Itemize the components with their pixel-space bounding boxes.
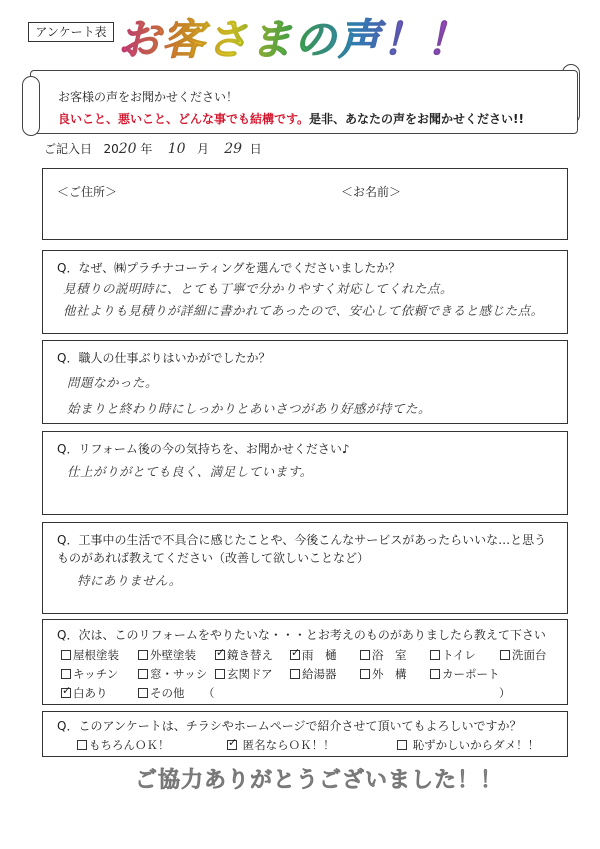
checkbox-checked[interactable] bbox=[290, 650, 300, 660]
option-label: 洗面台 bbox=[512, 648, 547, 662]
banner-title: お客さまの声！！ bbox=[118, 15, 471, 64]
survey-sheet-tag: アンケート表 bbox=[28, 22, 114, 42]
question-5-box bbox=[42, 619, 568, 705]
option-label: キッチン bbox=[73, 667, 119, 681]
question-2-text: Q．職人の仕事ぶりはいかがでしたか？ bbox=[57, 351, 271, 365]
date-day-unit: 日 bbox=[249, 142, 262, 156]
question-4-text-line-2: ものがあれば教えてください（改善して欲しいことなど） bbox=[57, 551, 370, 565]
option-label: カーポート bbox=[442, 667, 500, 681]
name-label: ＜お名前＞ bbox=[341, 185, 402, 199]
option-label: 白あり bbox=[73, 686, 108, 700]
checkbox[interactable] bbox=[61, 669, 71, 679]
question-1-box bbox=[42, 250, 568, 334]
intro-line-2-rest: 是非、あなたの声をお聞かせください!! bbox=[309, 112, 524, 126]
checkbox-checked[interactable] bbox=[61, 688, 71, 698]
date-year-unit: 年 bbox=[140, 142, 153, 156]
option-washbasin[interactable] bbox=[500, 647, 547, 663]
question-6-box bbox=[42, 711, 568, 757]
option-label: 雨 樋 bbox=[302, 648, 337, 662]
date-month-unit: 月 bbox=[196, 142, 209, 156]
option-label: 外 構 bbox=[372, 667, 407, 681]
question-4-answer-1: 特にありません。 bbox=[77, 573, 182, 588]
question-3-text: Q．リフォーム後の今の気持ちを、お聞かせください♪ bbox=[57, 442, 350, 456]
option-label: 外壁塗装 bbox=[150, 648, 196, 662]
checkbox[interactable] bbox=[61, 650, 71, 660]
question-1-text: Q．なぜ、㈱プラチナコーティングを選んでくださいましたか？ bbox=[57, 261, 401, 275]
option-roof-replacement[interactable] bbox=[215, 647, 273, 663]
option-label: その他 bbox=[150, 686, 185, 700]
question-2-answer-2: 始まりと終わり時にしっかりとあいさつがあり好感が持てた。 bbox=[67, 401, 432, 416]
date-year-prefix: 20 bbox=[103, 142, 119, 156]
checkbox[interactable] bbox=[77, 740, 87, 750]
option-label: 窓・サッシ bbox=[150, 667, 208, 681]
option-embarrassing-no[interactable] bbox=[397, 737, 539, 753]
option-label: 鏡き替え bbox=[227, 648, 273, 662]
checkbox-checked[interactable] bbox=[227, 740, 237, 750]
option-entrance-door[interactable] bbox=[215, 666, 273, 682]
option-water-heater[interactable] bbox=[290, 666, 337, 682]
question-1-answer-2: 他社よりも見積りが詳細に書かれてあったので、安心して依頼できると感じた点。 bbox=[63, 303, 544, 318]
date-year-handwritten: 20 bbox=[118, 141, 137, 157]
other-paren-close: ） bbox=[499, 686, 511, 700]
question-2-box bbox=[42, 340, 568, 424]
checkbox[interactable] bbox=[360, 650, 370, 660]
option-anonymous-ok[interactable] bbox=[227, 737, 335, 753]
question-2-answer-1: 問題なかった。 bbox=[67, 375, 159, 390]
scroll-curl-left bbox=[22, 76, 40, 136]
option-toilet[interactable] bbox=[430, 647, 476, 663]
option-label: 屋根塗装 bbox=[73, 648, 119, 662]
question-1-answer-1: 見積りの説明時に、とても丁寧で分かりやすく対応してくれた点。 bbox=[63, 281, 454, 296]
checkbox[interactable] bbox=[138, 669, 148, 679]
option-label: 浴 室 bbox=[372, 648, 407, 662]
checkbox-checked[interactable] bbox=[215, 650, 225, 660]
question-3-box bbox=[42, 431, 568, 515]
option-carport[interactable] bbox=[430, 666, 500, 682]
customer-info-box bbox=[42, 168, 568, 240]
checkbox[interactable] bbox=[215, 669, 225, 679]
intro-line-1: お客様の声をお聞かせください！ bbox=[58, 90, 239, 104]
option-label: 匿名ならＯＫ！！ bbox=[242, 738, 335, 752]
date-label: ご記入日 bbox=[44, 142, 93, 156]
option-label: 恥ずかしいからダメ！！ bbox=[412, 738, 540, 752]
option-rain-gutter[interactable] bbox=[290, 647, 337, 663]
address-label: ＜ご住所＞ bbox=[57, 185, 118, 199]
option-label: トイレ bbox=[442, 648, 476, 662]
option-label: 給湯器 bbox=[302, 667, 337, 681]
question-6-text: Q．このアンケートは、チラシやホームページで紹介させて頂いてもよろしいですか？ bbox=[57, 719, 522, 733]
question-5-text: Q．次は、このリフォームをやりたいな・・・とお考えのものがありましたら教えて下さい bbox=[57, 628, 546, 642]
date-day-handwritten: 29 bbox=[224, 141, 243, 157]
checkbox[interactable] bbox=[500, 650, 510, 660]
option-termites[interactable] bbox=[61, 685, 108, 701]
option-of-course-ok[interactable] bbox=[77, 737, 170, 753]
option-label: もちろんＯＫ！ bbox=[89, 738, 170, 752]
checkbox[interactable] bbox=[397, 740, 407, 750]
other-paren-open: （ bbox=[203, 686, 215, 700]
date-month-handwritten: 10 bbox=[167, 141, 186, 157]
checkbox[interactable] bbox=[430, 650, 440, 660]
checkbox[interactable] bbox=[138, 688, 148, 698]
question-4-box bbox=[42, 522, 568, 614]
option-roof-painting[interactable] bbox=[61, 647, 119, 663]
checkbox[interactable] bbox=[138, 650, 148, 660]
checkbox[interactable] bbox=[430, 669, 440, 679]
option-kitchen[interactable] bbox=[61, 666, 118, 682]
intro-line-2-highlight: 良いこと、悪いこと、どんな事でも結構です。 bbox=[58, 112, 310, 126]
option-window-sash[interactable] bbox=[138, 666, 207, 682]
checkbox[interactable] bbox=[290, 669, 300, 679]
option-wall-painting[interactable] bbox=[138, 647, 196, 663]
thanks-message: ご協力ありがとうございました！！ bbox=[135, 768, 504, 793]
question-4-text-line-1: Q．工事中の生活で不具合に感じたことや、今後こんなサービスがあったらいいな…と思う bbox=[57, 533, 547, 547]
option-bathroom[interactable] bbox=[360, 647, 407, 663]
entry-date bbox=[44, 140, 262, 157]
option-label: 玄関ドア bbox=[227, 667, 273, 681]
checkbox[interactable] bbox=[360, 669, 370, 679]
option-exterior[interactable] bbox=[360, 666, 407, 682]
option-other[interactable] bbox=[138, 685, 185, 701]
intro-line-2 bbox=[58, 110, 524, 127]
question-3-answer-1: 仕上がりがとても良く、満足しています。 bbox=[67, 464, 313, 479]
